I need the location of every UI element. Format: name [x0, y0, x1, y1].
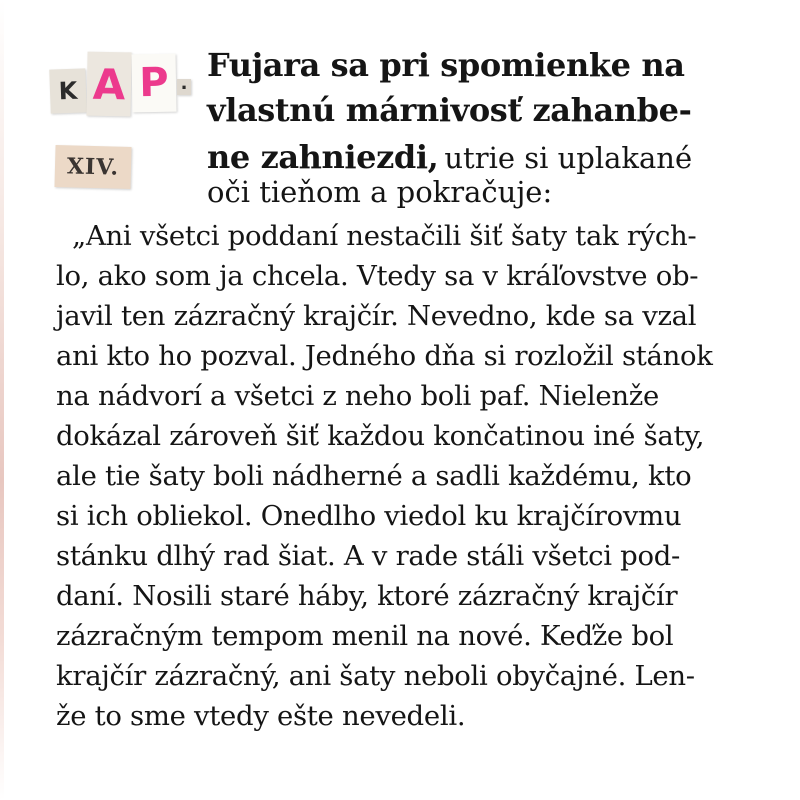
- body-line: si ich obliekol. Onedlho viedol ku krajčírovmu: [56, 500, 682, 532]
- body-line: ani kto ho pozval. Jedného dňa si rozložil stánok: [56, 340, 713, 372]
- body-line: dokázal zároveň šiť každou končatinou iné šaty,: [56, 420, 705, 452]
- chapter-letter-p: P: [131, 54, 176, 113]
- heading-line-1: Fujara sa pri spomienke na: [207, 46, 685, 84]
- body-line: krajčír zázračný, ani šaty neboli obyčajné. Len-: [56, 660, 695, 692]
- body-line: lo, ako som ja chcela. Vtedy sa v kráľovstve ob-: [56, 260, 699, 292]
- chapter-letter-dot: .: [177, 79, 191, 95]
- body-line: zázračným tempom menil na nové. Keďže bol: [56, 620, 674, 652]
- heading-line-3-regular: utrie si uplakané: [444, 141, 693, 175]
- body-line: stánku dlhý rad šiat. A v rade stáli všetci pod-: [56, 540, 680, 572]
- chapter-letter-k: K: [49, 68, 87, 113]
- body-line: daní. Nosili staré háby, ktoré zázračný krajčír: [56, 580, 678, 612]
- body-line: ale tie šaty boli nádherné a sadli každému, kto: [56, 460, 692, 492]
- chapter-number: XIV.: [54, 145, 131, 189]
- body-line: na nádvorí a všetci z neho boli paf. Nielenže: [56, 380, 659, 412]
- heading-line-3-bold: ne zahniezdi,: [207, 138, 439, 176]
- page-edge-decoration: [0, 0, 4, 800]
- heading-line-2: vlastnú márnivosť zahanbe-: [207, 91, 692, 129]
- heading-line-4: oči tieňom a pokračuje:: [207, 175, 553, 209]
- chapter-letter-a: A: [86, 52, 131, 117]
- body-line: javil ten zázračný krajčír. Nevedno, kde sa vzal: [56, 300, 697, 332]
- body-line: „Ani všetci poddaní nestačili šiť šaty tak rých-: [72, 220, 697, 252]
- body-line: že to sme vtedy ešte nevedeli.: [56, 700, 466, 732]
